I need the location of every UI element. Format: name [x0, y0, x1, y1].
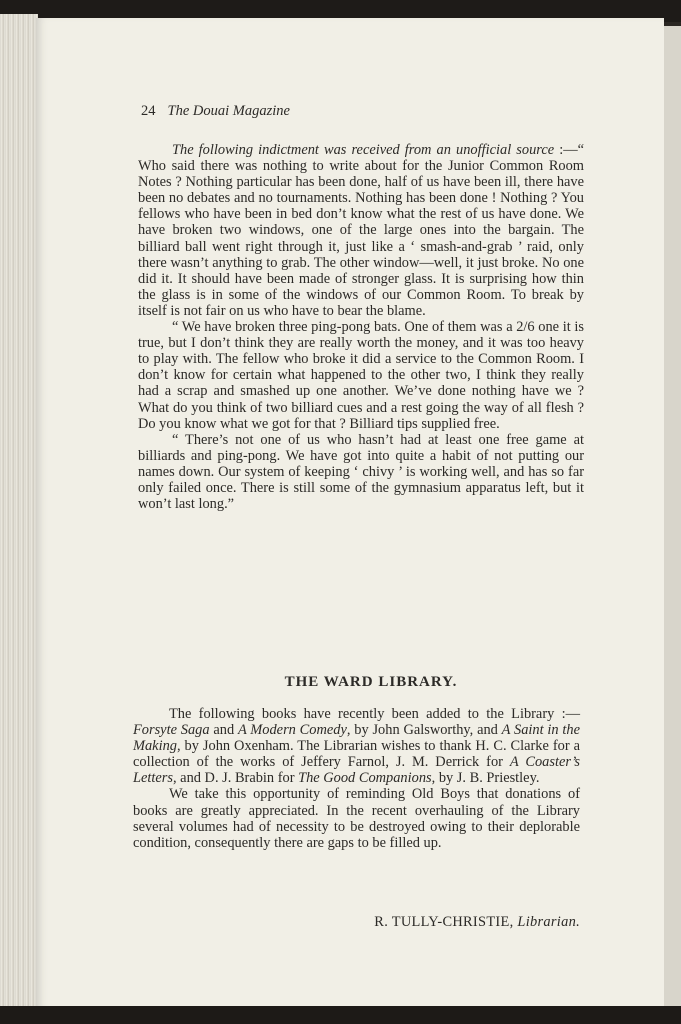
book-page-edges: [0, 14, 38, 1024]
book-right-edge: [664, 26, 681, 1016]
librarian-signature: [133, 914, 580, 931]
lib-text-d: , by John Oxenham. The Librarian wishes to thank H. C. Clarke for a collection of the works of Jeffery Farnol, J. M. Derrick for: [133, 738, 580, 771]
library-paragraph-1: [133, 706, 580, 786]
book-title: A Coaster’s Letters: [133, 754, 580, 787]
lib-text-f: , by J. B. Priestley.: [431, 770, 540, 787]
lib-text-a: The following books have recently been added to the Library :—: [169, 706, 580, 722]
magazine-title: The Douai Magazine: [167, 103, 290, 119]
book-title: A Modern Comedy: [237, 722, 347, 739]
scan-bottom-border: [0, 1006, 681, 1024]
library-heading: THE WARD LIBRARY.: [284, 674, 458, 690]
jcr-paragraph-3: “ There’s not one of us who hasn’t had at least one free game at billiards and ping-pong. We have got into quite a habit of not putting our names down. Our system of keeping ‘ chivy ’ is working well, and has so far only failed once. There is still some of the gymnasium apparatus left, but it won’t last long.”: [138, 431, 584, 513]
jcr-intro: The following indictment was received from an unofficial source: [172, 142, 555, 158]
book-title: The Good Companions: [298, 770, 432, 787]
lib-text-e: , and D. J. Brabin for: [172, 770, 299, 787]
signature-role: Librarian.: [517, 914, 580, 930]
page-number: 24: [141, 103, 156, 119]
jcr-paragraph-1: [138, 142, 584, 319]
lib-text-b: and: [209, 722, 238, 739]
jcr-paragraph-2: “ We have broken three ping-pong bats. One of them was a 2/6 one it is true, but I don’t think they are really worth the money, and it was too heavy to play with. The fellow who broke it did a service to the Common Room. I don’t know for certain what happened to the other two, I think they really had a scrap and smashed up one another. We’ve done nothing have we ? What do you think of two billiard cues and a rest going the way of all flesh ? Do you know what we got for that ? Billiard tips supplied free.: [138, 319, 584, 432]
signature-name: R. TULLY-CHRISTIE,: [374, 914, 514, 930]
lib-text-c: , by John Galsworthy, and: [346, 722, 502, 739]
jcr-paragraph-1-text: :—“ Who said there was nothing to write about for the Junior Common Room Notes ? Nothing particular has been done, half of us have been ill, there have been no debates and no tournaments. Nothing has been done ! Nothing ? You fellows who have been in bed don’t know what the rest of us have done. We have broken two windows, one of the large ones into the bargain. The billiard ball went right through it, just like a ‘ smash-and-grab ’ raid, only there wasn’t anything to grab. The other window—well, it just broke. No one did it. It should have been made of stronger glass. It is surprising how thin the glass is in some of the windows of our Common Room. To break by itself is not fair on us who have to bear the blame.: [138, 142, 585, 319]
running-header: [141, 103, 290, 120]
jcr-notes-section: [138, 142, 584, 512]
book-title: A Saint in the Making: [133, 722, 580, 755]
library-paragraph-2: We take this opportunity of reminding Old Boys that donations of books are greatly appreciated. In the recent overhauling of the Library several volumes had of necessity to be destroyed owing to their deplorable condition, consequently there are gaps to be filled up.: [133, 786, 580, 851]
library-section: [133, 706, 580, 851]
book-title: Forsyte Saga: [133, 722, 210, 739]
